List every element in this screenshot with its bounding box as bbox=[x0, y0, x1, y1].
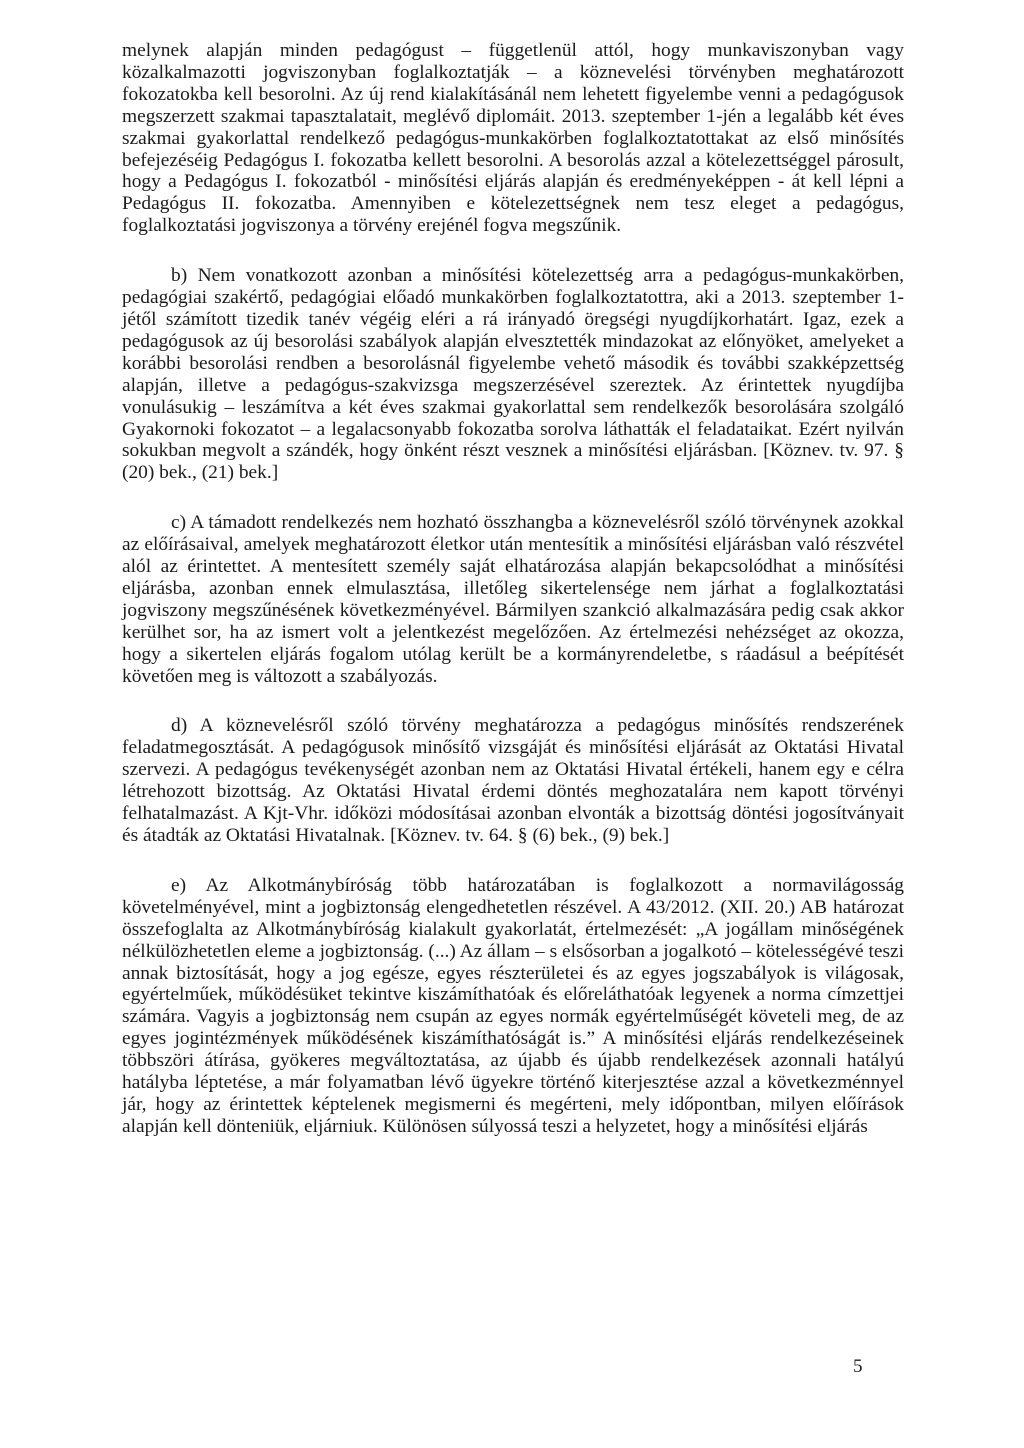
page-number: 5 bbox=[853, 1356, 863, 1377]
paragraph-c: c) A támadott rendelkezés nem hozható összhangba a köznevelésről szóló törvénynek azokkal az előírásaival, amelyek meghatározott életkor után mentesítik a minősítési eljárásban való részvétel alól az érintettet. A mentesített személy saját elhatározása alapján bekapcsolódhat a minősítési eljárásba, azonban ennek elmulasztása, illetőleg sikertelensége nem járhat a foglalkoztatási jogviszony megszűnésének következményével. Bármilyen szankció alkalmazására pedig csak akkor kerülhet sor, ha az ismert volt a jelentkezést megelőzően. Az értelmezési nehézséget az okozza, hogy a sikertelen eljárás fogalom utólag került be a kormányrendeletbe, s ráadásul a beépítését követően meg is változott a szabályozás. bbox=[122, 512, 904, 687]
document-page bbox=[122, 40, 904, 1138]
paragraph-e: e) Az Alkotmánybíróság több határozatában is foglalkozott a normavilágosság követelményével, mint a jogbiztonság elengedhetetlen részével. A 43/2012. (XII. 20.) AB határozat összefoglalta az Alkotmánybíróság kialakult gyakorlatát, értelmezését: „A jogállam minőségének nélkülözhetetlen eleme a jogbiztonság. (...) Az állam – s elsősorban a jogalkotó – kötelességévé teszi annak biztosítását, hogy a jog egésze, egyes részterületei és az egyes jogszabályok is világosak, egyértelműek, működésüket tekintve kiszámíthatóak és előreláthatóak legyenek a norma címzettjei számára. Vagyis a jogbiztonság nem csupán az egyes normák egyértelműségét követeli meg, de az egyes jogintézmények működésének kiszámíthatóságát is.” A minősítési eljárás rendelkezéseinek többszöri átírása, gyökeres megváltoztatása, az újabb és újabb rendelkezések azonnali hatályú hatályba léptetése, a már folyamatban lévő ügyekre történő kiterjesztése azzal a következménnyel jár, hogy az érintettek képtelenek megismerni és megérteni, mely időpontban, milyen előírások alapján kell dönteniük, eljárniuk. Különösen súlyossá teszi a helyzetet, hogy a minősítési eljárás bbox=[122, 874, 904, 1137]
paragraph-continuation: melynek alapján minden pedagógust – függetlenül attól, hogy munkaviszonyban vagy közalkalmazotti jogviszonyban foglalkoztatják – a köznevelési törvényben meghatározott fokozatokba kell besorolni. Az új rend kialakításánál nem lehetett figyelembe venni a pedagógusok megszerzett szakmai tapasztalatait, meglévő diplomáit. 2013. szeptember 1-jén a legalább két éves szakmai gyakorlattal rendelkező pedagógus-munkakörben foglalkoztatottakat az első minősítés befejezéséig Pedagógus I. fokozatba kellett besorolni. A besorolás azzal a kötelezettséggel párosult, hogy a Pedagógus I. fokozatból - minősítési eljárás alapján és eredményeképpen - át kell lépni a Pedagógus II. fokozatba. Amennyiben e kötelezettségnek nem tesz eleget a pedagógus, foglalkoztatási jogviszonya a törvény erejénél fogva megszűnik. bbox=[122, 40, 904, 237]
paragraph-d: d) A köznevelésről szóló törvény meghatározza a pedagógus minősítés rendszerének feladatmegosztását. A pedagógusok minősítő vizsgáját és minősítési eljárását az Oktatási Hivatal szervezi. A pedagógus tevékenységét azonban nem az Oktatási Hivatal értékeli, hanem egy e célra létrehozott bizottság. Az Oktatási Hivatal érdemi döntés meghozatalára nem kapott törvényi felhatalmazást. A Kjt-Vhr. időközi módosításai azonban elvonták a bizottság döntési jogosítványait és átadták az Oktatási Hivatalnak. [Köznev. tv. 64. § (6) bek., (9) bek.] bbox=[122, 715, 904, 846]
paragraph-b: b) Nem vonatkozott azonban a minősítési kötelezettség arra a pedagógus-munkakörben, pedagógiai szakértő, pedagógiai előadó munkakörben foglalkoztatottra, aki a 2013. szeptember 1-jétől számított tizedik tanév végéig eléri a rá irányadó öregségi nyugdíjkorhatárt. Igaz, ezek a pedagógusok az új besorolási szabályok alapján elvesztették mindazokat az előnyöket, amelyeket a korábbi besorolási rendben a besorolásnál figyelembe vehető második és további szakképzettség alapján, illetve a pedagógus-szakvizsga megszerzésével szereztek. Az érintettek nyugdíjba vonulásukig – leszámítva a két éves szakmai gyakorlattal sem rendelkezők besorolására szolgáló Gyakornoki fokozatot – a legalacsonyabb fokozatba sorolva láthatták el feladataikat. Ezért nyilván sokukban megvolt a szándék, hogy önként részt vesznek a minősítési eljárásban. [Köznev. tv. 97. § (20) bek., (21) bek.] bbox=[122, 265, 904, 484]
